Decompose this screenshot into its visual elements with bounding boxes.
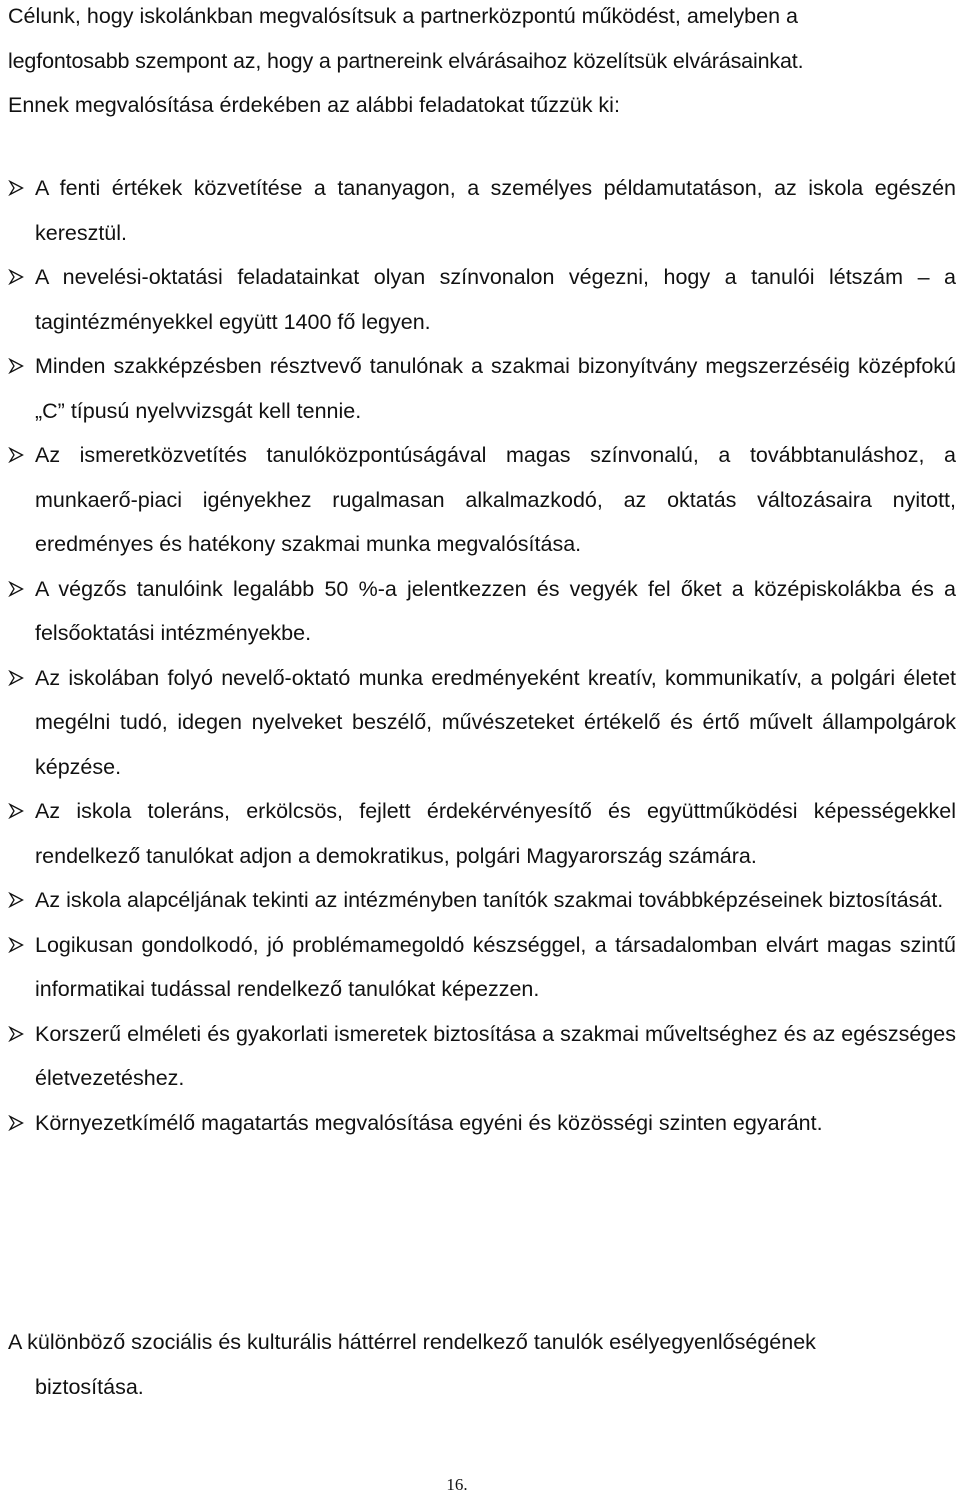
list-item-text: A nevelési-oktatási feladatainkat olyan színvonalon végezni, hogy a tanulói létszám – a tagintézményekkel együtt 1400 fő legyen. bbox=[35, 265, 956, 334]
intro-line-1: Célunk, hogy iskolánkban megvalósítsuk a partnerközpontú működést, amelyben a bbox=[8, 4, 798, 28]
list-item bbox=[8, 344, 956, 433]
arrowhead-bullet-icon bbox=[8, 1026, 24, 1042]
list-item-text: Minden szakképzésben résztvevő tanulónak a szakmai bizonyítvány megszerzéséig középfokú „C” típusú nyelvvizsgát kell tennie. bbox=[35, 354, 956, 423]
list-item bbox=[8, 166, 956, 255]
intro-line-2: legfontosabb szempont az, hogy a partnereink elvárásaihoz közelítsük elvárásainkat. bbox=[8, 48, 804, 73]
page-number: 16. bbox=[446, 1475, 468, 1494]
closing-line-1: A különböző szociális és kulturális háttérrel rendelkező tanulók esélyegyenlőségének bbox=[8, 1330, 816, 1354]
arrowhead-bullet-icon bbox=[8, 892, 24, 908]
arrowhead-bullet-icon bbox=[8, 581, 24, 597]
arrowhead-bullet-icon bbox=[8, 937, 24, 953]
list-item-text: Az iskola alapcéljának tekinti az intézményben tanítók szakmai továbbképzéseinek biztosítását. bbox=[35, 888, 944, 912]
intro-line-3: Ennek megvalósítása érdekében az alábbi feladatokat tűzzük ki: bbox=[8, 93, 620, 117]
list-item-text: Korszerű elméleti és gyakorlati ismeretek biztosítása a szakmai műveltséghez és az egészséges életvezetéshez. bbox=[35, 1021, 956, 1090]
list-item-text: A végzős tanulóink legalább 50 %-a jelentkezzen és vegyék fel őket a középiskolákba és a felsőoktatási intézményekbe. bbox=[35, 576, 956, 645]
closing-line-2: biztosítása. bbox=[35, 1374, 144, 1399]
list-item bbox=[8, 878, 956, 923]
list-item bbox=[8, 255, 956, 344]
list-item bbox=[8, 1012, 956, 1101]
list-item bbox=[8, 789, 956, 878]
list-item-text: Környezetkímélő magatartás megvalósítása egyéni és közösségi szinten egyaránt. bbox=[35, 1110, 823, 1135]
arrowhead-bullet-icon bbox=[8, 447, 24, 463]
intro-paragraph bbox=[8, 0, 956, 128]
list-item-text: Az iskolában folyó nevelő-oktató munka eredményeként kreatív, kommunikatív, a polgári életet megélni tudó, idegen nyelveket beszélő, művészeteket értékelő és értő művelt állampolgárok képzése. bbox=[35, 665, 956, 779]
list-item-text: A fenti értékek közvetítése a tananyagon, a személyes példamutatáson, az iskola egészén keresztül. bbox=[35, 176, 956, 245]
arrowhead-bullet-icon bbox=[8, 358, 24, 374]
closing-paragraph bbox=[8, 1320, 956, 1409]
list-item bbox=[8, 923, 956, 1012]
arrowhead-bullet-icon bbox=[8, 803, 24, 819]
list-item-text: Logikusan gondolkodó, jó problémamegoldó készséggel, a társadalomban elvárt magas szintű informatikai tudással rendelkező tanulókat képezzen. bbox=[35, 932, 956, 1001]
list-item bbox=[8, 433, 956, 567]
arrowhead-bullet-icon bbox=[8, 1115, 24, 1131]
arrowhead-bullet-icon bbox=[8, 180, 24, 196]
list-item bbox=[8, 567, 956, 656]
list-item-text: Az iskola toleráns, erkölcsös, fejlett érdekérvényesítő és együttműködési képességekkel rendelkező tanulókat adjon a demokratikus, polgári Magyarország számára. bbox=[35, 799, 956, 868]
list-item-text: Az ismeretközvetítés tanulóközpontúságával magas színvonalú, a továbbtanuláshoz, a munkaerő-piaci igényekhez rugalmasan alkalmazkodó, az oktatás változásaira nyitott, eredményes és hatékony szakmai munka megvalósítása. bbox=[35, 443, 956, 556]
goals-list bbox=[8, 166, 956, 1145]
arrowhead-bullet-icon bbox=[8, 269, 24, 285]
list-item bbox=[8, 656, 956, 790]
list-item bbox=[8, 1101, 956, 1146]
arrowhead-bullet-icon bbox=[8, 670, 24, 686]
